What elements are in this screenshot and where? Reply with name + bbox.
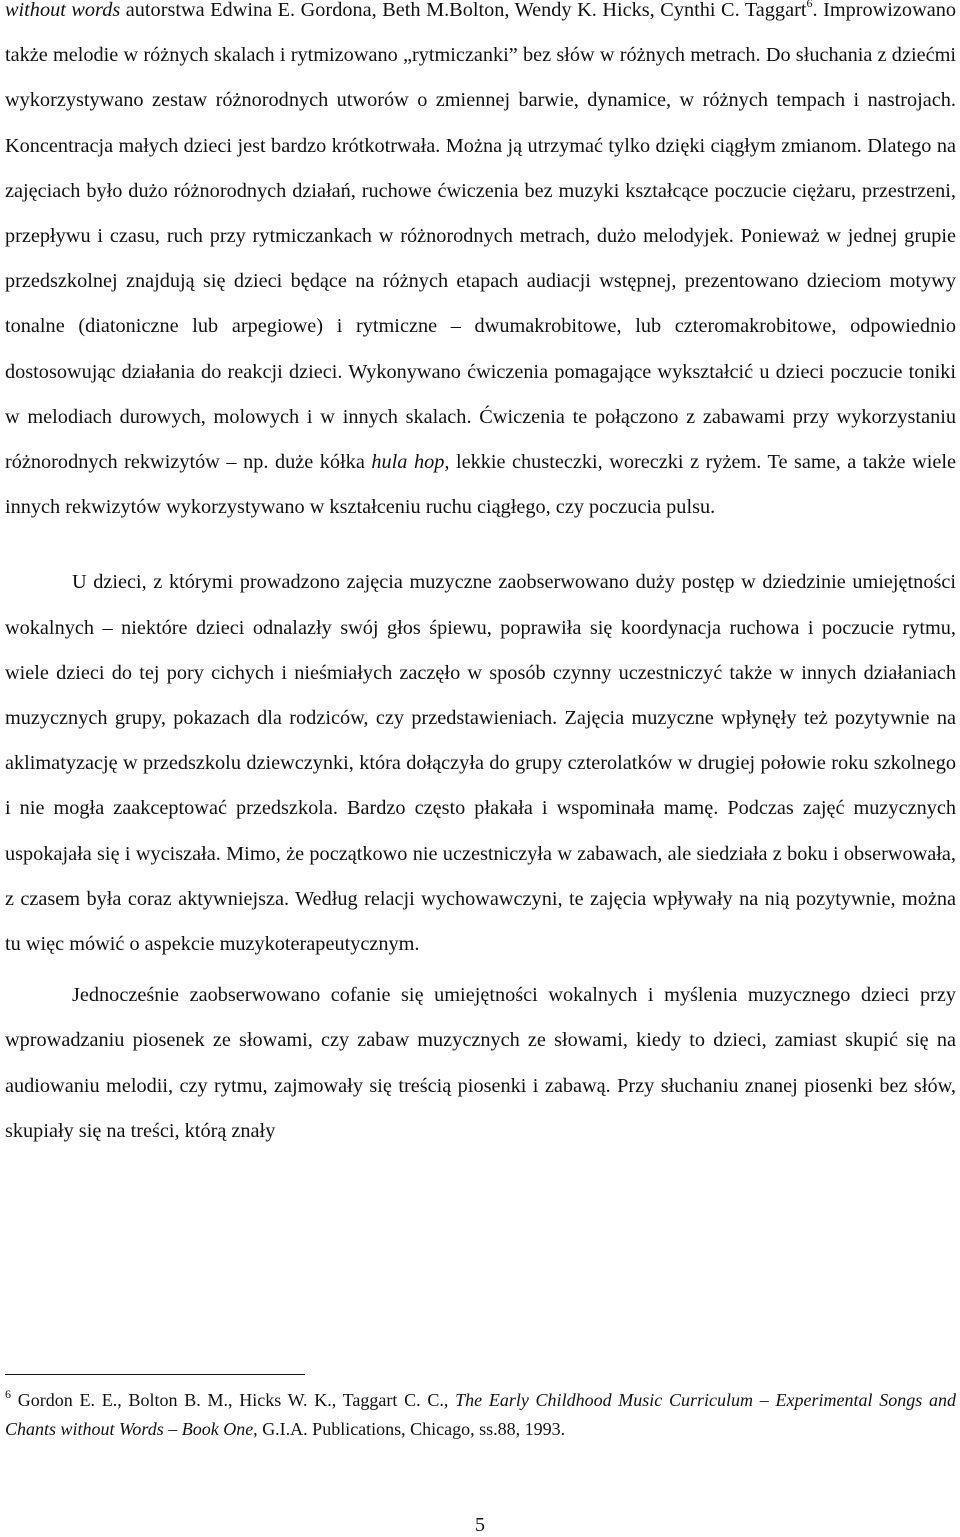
italic-text: without words: [5, 0, 121, 21]
paragraph-gap: [5, 530, 956, 560]
text-run: autorstwa Edwina E. Gordona, Beth M.Bolton, Wendy K. Hicks, Cynthi C. Taggart: [120, 0, 807, 21]
paragraph-3: [5, 973, 956, 1154]
text-run: Jednocześnie zaobserwowano cofanie się umiejętności wokalnych i myślenia muzycznego dzieci przy wprowadzaniu piosenek ze słowami, czy zabaw muzycznych ze słowami, kiedy to dzieci, zamiast skupić się na audiowaniu melodii, czy rytmu, zajmowały się treścią piosenki i zabawą. Przy słuchaniu znanej piosenki bez słów, skupiały się na treści, którą znały: [5, 984, 956, 1142]
text-run: U dzieci, z którymi prowadzono zajęcia muzyczne zaobserwowano duży postęp w dziedzinie umiejętności wokalnych – niektóre dzieci odnalazły swój głos śpiewu, poprawiła się koordynacja ruchowa i poczucie rytmu, wiele dzieci do tej pory cichych i nieśmiałych zaczęło w sposób czynny uczestniczyć także w innych działaniach muzycznych grupy, pokazach dla rodziców, czy przedstawieniach. Zajęcia muzyczne wpłynęły też pozytywnie na aklimatyzację w przedszkolu dziewczynki, która dołączyła do grupy czterolatków w drugiej połowie roku szkolnego i nie mogła zaakceptować przedszkola. Bardzo często płakała i wspominała mamę. Podczas zajęć muzycznych uspokajała się i wyciszała. Mimo, że początkowo nie uczestniczyła w zabawach, ale siedziała z boku i obserwowała, z czasem była coraz aktywniejsza. Według relacji wychowawczyni, te zajęcia wpływały na nią pozytywnie, można tu więc mówić o aspekcie muzykoterapeutycznym.: [5, 571, 956, 956]
page-number: 5: [475, 1514, 485, 1536]
text-run: lekkie chusteczki, woreczki z ryżem. Te same, a także wiele innych rekwizytów wykorzystywano w kształceniu ruchu ciągłego, czy poczucia pulsu.: [5, 451, 956, 519]
text-run: Gordon E. E., Bolton B. M., Hicks W. K., Taggart C. C.,: [11, 1390, 456, 1410]
footnote-marker: 6: [5, 1387, 11, 1401]
italic-text: The Early Childhood Music Curriculum – Experimental Songs and Chants without Words – Book One,: [5, 1390, 956, 1439]
footnote-separator: [5, 1374, 305, 1375]
text-run: . Improwizowano także melodie w różnych skalach i rytmizowano „rytmiczanki” bez słów w różnych metrach. Do słuchania z dziećmi wykorzystywano zestaw różnorodnych utworów o zmiennej barwie, dynamice, w różnych tempach i nastrojach. Koncentracja małych dzieci jest bardzo krótkotrwała. Można ją utrzymać tylko dzięki ciągłym zmianom. Dlatego na zajęciach było dużo różnorodnych działań, ruchowe ćwiczenia bez muzyki kształcące poczucie ciężaru, przestrzeni, przepływu i czasu, ruch przy rytmiczankach w różnorodnych metrach, dużo melodyjek. Ponieważ w jednej grupie przedszkolnej znajdują się dzieci będące na różnych etapach audiacji wstępnej, prezentowano dzieciom motywy tonalne (diatoniczne lub arpegiowe) i rytmiczne – dwumakrobitowe, lub czteromakrobitowe, odpowiednio dostosowując działania do reakcji dzieci. Wykonywano ćwiczenia pomagające wykształcić u dzieci poczucie toniki w melodiach durowych, molowych i w innych skalach. Ćwiczenia te połączono z zabawami przy wykorzystaniu różnorodnych rekwizytów – np. duże kółka: [5, 0, 956, 474]
paragraph-1: [5, 0, 956, 530]
paragraph-2: [5, 560, 956, 967]
footnote-marker: 6: [806, 0, 813, 10]
footnote-6: [5, 1386, 956, 1444]
italic-text: hula hop,: [371, 451, 450, 474]
text-run: G.I.A. Publications, Chicago, ss.88, 1993.: [257, 1419, 566, 1439]
